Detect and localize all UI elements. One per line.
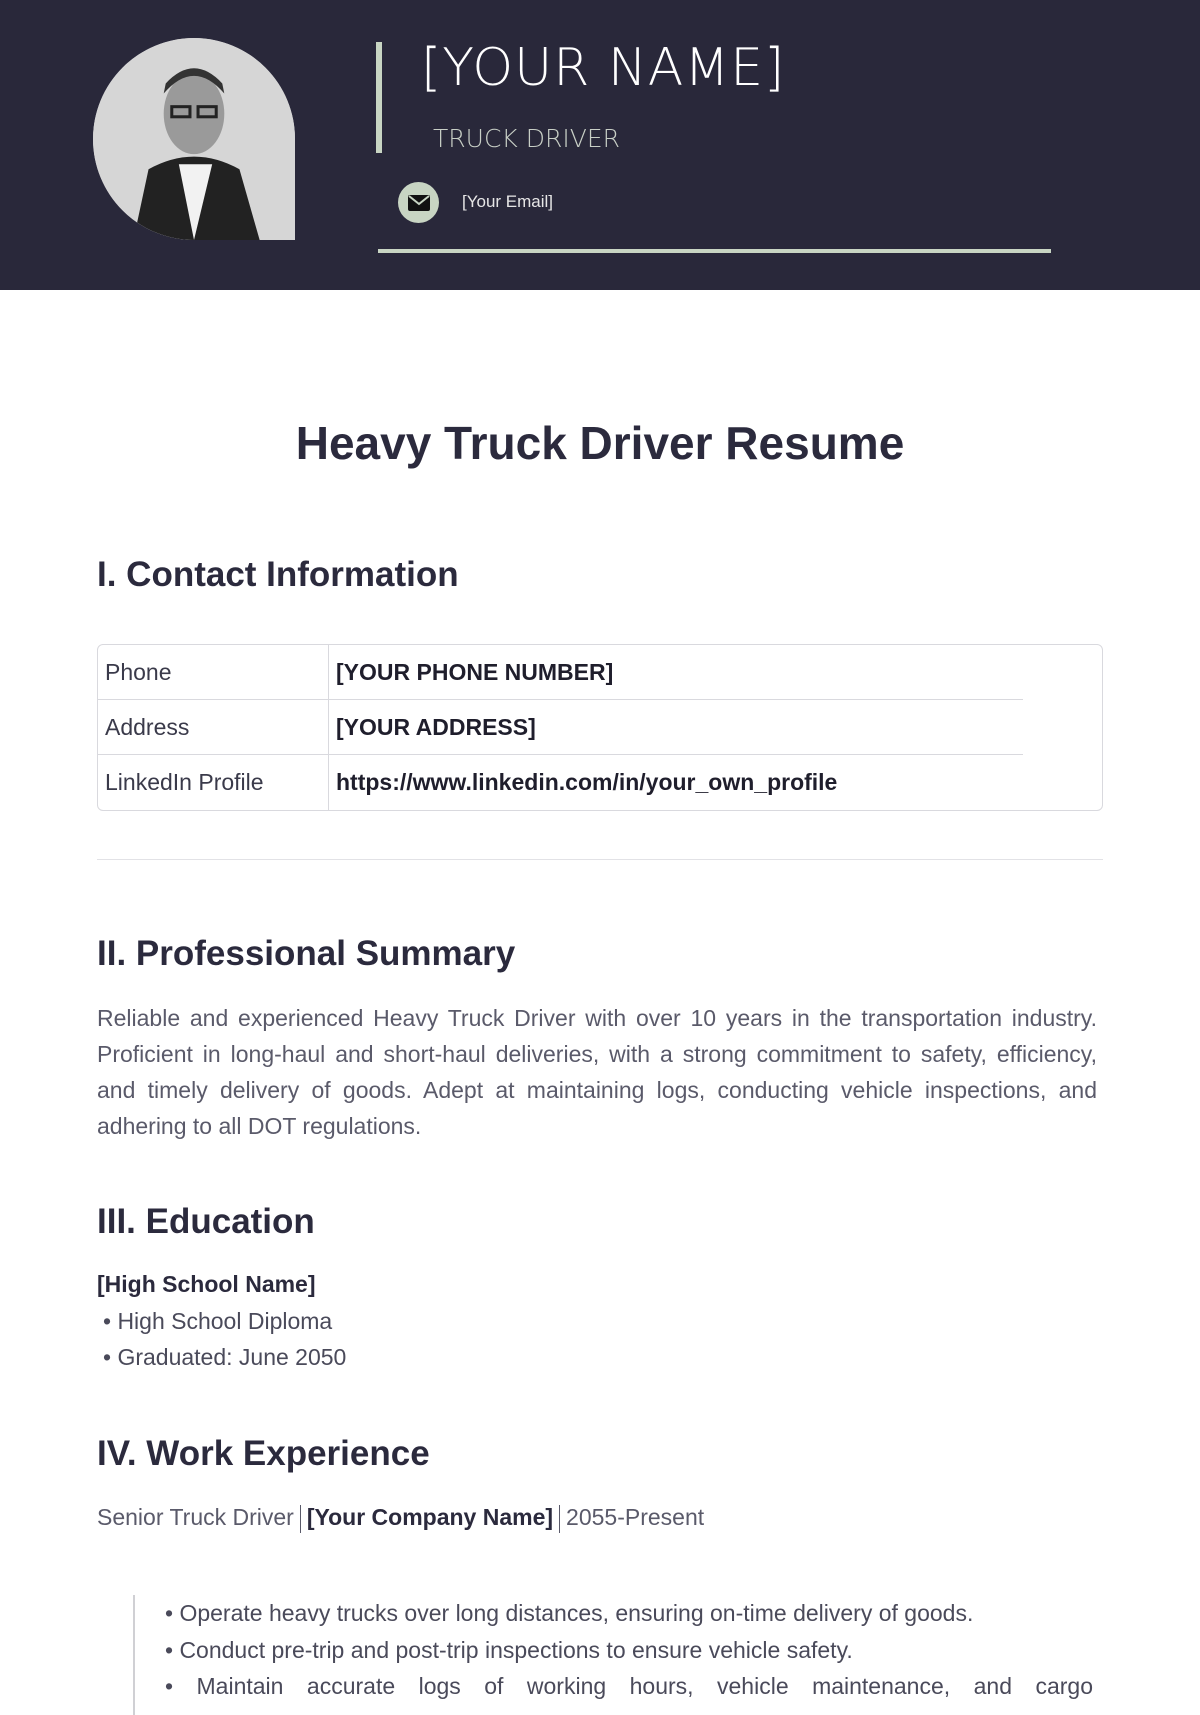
job-company: [Your Company Name]	[306, 1504, 554, 1530]
table-row	[98, 755, 1102, 810]
resume-header	[0, 0, 1200, 290]
contact-table	[97, 644, 1103, 811]
accent-bar	[376, 42, 382, 153]
duty-item: • Maintain accurate logs of working hours, vehicle maintenance, and cargo	[165, 1673, 1093, 1699]
education-item: • High School Diploma	[103, 1308, 333, 1334]
work-duties	[133, 1595, 1093, 1715]
duty-item: • Operate heavy trucks over long distances, ensuring on-time delivery of goods.	[165, 1600, 974, 1626]
job-line	[97, 1504, 704, 1533]
contact-value: [YOUR PHONE NUMBER]	[329, 645, 1102, 700]
page-title: Heavy Truck Driver Resume	[295, 417, 905, 469]
table-row	[98, 700, 1102, 755]
contact-label: Phone	[98, 645, 329, 700]
education-item: • Graduated: June 2050	[103, 1344, 347, 1370]
section-divider	[97, 859, 1103, 860]
email-icon	[398, 182, 439, 223]
contact-label: LinkedIn Profile	[98, 755, 329, 810]
contact-label: Address	[98, 700, 329, 755]
job-period: 2055-Present	[566, 1504, 705, 1530]
table-row	[98, 645, 1102, 700]
contact-value[interactable]: https://www.linkedin.com/in/your_own_profile	[336, 769, 838, 795]
profile-photo	[93, 38, 295, 240]
contact-value: [YOUR ADDRESS]	[329, 700, 1102, 755]
header-divider	[378, 249, 1051, 253]
summary-heading: II. Professional Summary	[97, 934, 516, 973]
school-name: [High School Name]	[97, 1271, 316, 1297]
job-position: Senior Truck Driver	[97, 1504, 294, 1530]
candidate-role: TRUCK DRIVER	[433, 124, 620, 153]
contact-heading: I. Contact Information	[97, 555, 459, 594]
email-text[interactable]: [Your Email]	[462, 192, 554, 211]
summary-text: Reliable and experienced Heavy Truck Driver with over 10 years in the transportation industry. Proficient in long-haul and short-haul deliveries, with a strong commitment to safety, efficiency, and timely delivery of goods. Adept at maintaining logs, conducting vehicle inspections, and adhering to all DOT regulations.	[97, 1005, 1097, 1139]
work-heading: IV. Work Experience	[97, 1434, 430, 1473]
duty-item: • Conduct pre-trip and post-trip inspections to ensure vehicle safety.	[165, 1636, 853, 1663]
candidate-name: [YOUR NAME]	[421, 38, 786, 98]
education-heading: III. Education	[97, 1202, 315, 1241]
